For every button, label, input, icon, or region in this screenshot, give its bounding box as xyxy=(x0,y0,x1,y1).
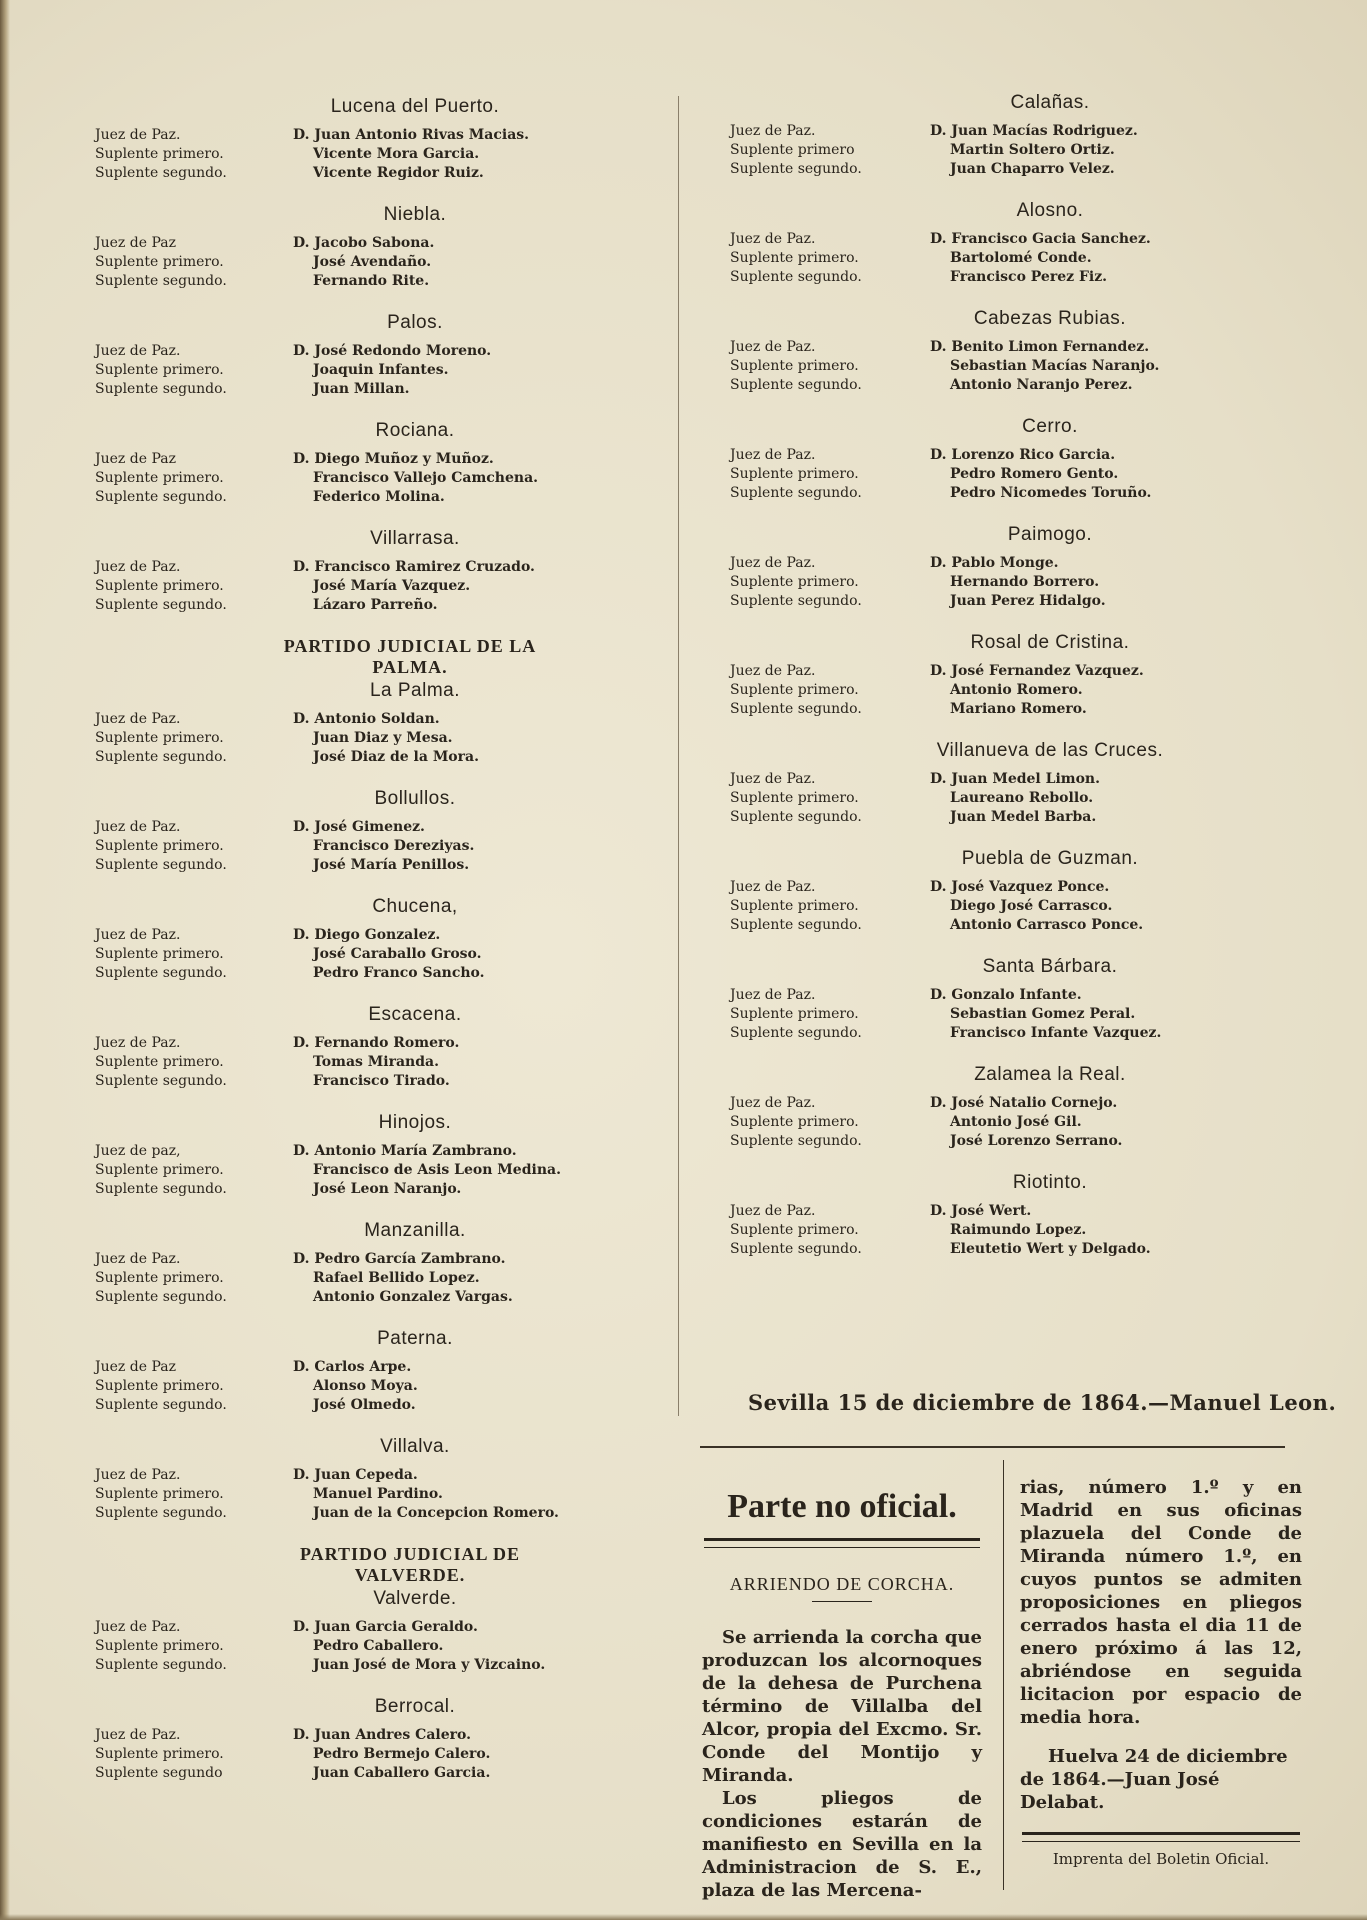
role-list xyxy=(730,662,930,719)
role-label: Suplente primero. xyxy=(95,946,224,962)
official-name: Hernando Borrero. xyxy=(950,574,1100,590)
official-name: D. José Redondo Moreno. xyxy=(293,343,492,359)
town-heading: Valverde. xyxy=(373,1588,457,1609)
left-column xyxy=(95,96,575,1804)
official-name: Raimundo Lopez. xyxy=(950,1222,1087,1238)
official-name: D. Juan Macías Rodriguez. xyxy=(930,123,1138,139)
official-name: José Caraballo Groso. xyxy=(313,946,482,962)
role-label: Suplente primero. xyxy=(95,1270,224,1286)
official-name: Diego José Carrasco. xyxy=(950,898,1113,914)
role-label: Suplente primero. xyxy=(95,1054,224,1070)
official-name: Juan Millan. xyxy=(313,381,410,397)
partido-heading: PARTIDO JUDICIAL DE LA PALMA. xyxy=(283,636,537,677)
notice-right-block xyxy=(1020,1476,1302,1868)
officials-entry xyxy=(95,1466,575,1523)
official-name: Manuel Pardino. xyxy=(313,1486,443,1502)
official-name: D. Pedro García Zambrano. xyxy=(293,1251,506,1267)
role-label: Suplente segundo. xyxy=(95,597,227,613)
role-label: Juez de Paz. xyxy=(730,879,816,895)
officials-entry xyxy=(95,126,575,183)
role-label: Juez de Paz xyxy=(95,235,176,251)
role-label: Suplente segundo. xyxy=(730,593,862,609)
name-list xyxy=(930,446,1290,503)
role-list xyxy=(95,710,293,767)
official-name: Joaquin Infantes. xyxy=(313,362,449,378)
official-name: José María Penillos. xyxy=(313,857,470,873)
notice-left-block xyxy=(702,1480,982,1902)
column-divider xyxy=(678,96,679,1416)
official-name: Francisco de Asis Leon Medina. xyxy=(313,1162,561,1178)
official-name: Laureano Rebollo. xyxy=(950,790,1094,806)
role-list xyxy=(730,770,930,827)
role-label: Juez de Paz. xyxy=(95,1727,181,1743)
role-label: Juez de Paz. xyxy=(95,1035,181,1051)
role-label: Suplente segundo. xyxy=(95,1505,227,1521)
official-name: D. Juan Garcia Geraldo. xyxy=(293,1619,478,1635)
notice-heading: ARRIENDO DE CORCHA. xyxy=(729,1574,955,1594)
role-label: Suplente segundo. xyxy=(730,1241,862,1257)
page-binding-edge xyxy=(0,0,10,1920)
name-list xyxy=(293,1618,575,1675)
official-name: D. Pablo Monge. xyxy=(930,555,1059,571)
official-name: D. Benito Limon Fernandez. xyxy=(930,339,1150,355)
town-heading: Villalva. xyxy=(380,1436,450,1457)
official-name: Mariano Romero. xyxy=(950,701,1087,717)
role-label: Suplente primero. xyxy=(730,682,859,698)
official-name: Antonio Romero. xyxy=(950,682,1083,698)
official-name: Martin Soltero Ortiz. xyxy=(950,142,1115,158)
role-label: Suplente segundo. xyxy=(95,1397,227,1413)
right-column xyxy=(730,92,1290,1280)
role-label: Juez de Paz. xyxy=(730,123,816,139)
official-name: D. José Gimenez. xyxy=(293,819,425,835)
notice-dateline: Huelva 24 de diciembre de 1864.—Juan José Delabat. xyxy=(1020,1746,1288,1813)
role-label: Juez de Paz. xyxy=(95,1467,181,1483)
town-heading: Escacena. xyxy=(368,1004,462,1025)
town-heading: Palos. xyxy=(387,312,443,333)
role-label: Juez de Paz. xyxy=(730,771,816,787)
printer-line: Imprenta del Boletin Oficial. xyxy=(1052,1850,1270,1868)
name-list xyxy=(293,1034,575,1091)
role-label: Juez de Paz. xyxy=(95,343,181,359)
town-heading: Hinojos. xyxy=(378,1112,452,1133)
officials-entry xyxy=(95,234,575,291)
name-list xyxy=(930,986,1290,1043)
footer-rule-thin xyxy=(1022,1841,1300,1842)
role-list xyxy=(95,234,293,291)
role-label: Suplente primero. xyxy=(95,1746,224,1762)
town-heading: Berrocal. xyxy=(374,1696,456,1717)
role-label: Juez de Paz xyxy=(95,451,176,467)
role-list xyxy=(95,1250,293,1307)
official-name: D. Juan Medel Limon. xyxy=(930,771,1100,787)
official-name: José María Vazquez. xyxy=(313,578,471,594)
notice-paragraph-2: Los pliegos de condiciones estarán de manifiesto en Sevilla en la Administracion de S. E., plaza de las Mercena- xyxy=(702,1788,982,1901)
notice-continuation: rias, número 1.º y en Madrid en sus oficinas plazuela del Conde de Miranda número 1.º, en cuyos puntos se admiten proposiciones en pliegos cerrados hasta el dia 11 de enero próximo á las 12, abriéndose en seguida licitacion por espacio de media hora. xyxy=(1020,1477,1302,1728)
town-heading: Villarrasa. xyxy=(370,528,460,549)
town-heading: Cabezas Rubias. xyxy=(973,308,1127,329)
role-label: Juez de Paz. xyxy=(95,819,181,835)
officials-entry xyxy=(95,1250,575,1307)
role-list xyxy=(730,122,930,179)
role-label: Juez de Paz. xyxy=(95,927,181,943)
town-heading: Manzanilla. xyxy=(364,1220,466,1241)
official-name: Bartolomé Conde. xyxy=(950,250,1092,266)
officials-entry xyxy=(95,1358,575,1415)
title-rule-thin xyxy=(704,1547,980,1548)
role-list xyxy=(95,450,293,507)
official-name: Pedro Romero Gento. xyxy=(950,466,1119,482)
official-name: Juan Chaparro Velez. xyxy=(950,161,1115,177)
officials-entry xyxy=(95,1142,575,1199)
officials-entry xyxy=(730,554,1290,611)
officials-entry xyxy=(730,446,1290,503)
role-label: Juez de Paz. xyxy=(730,231,816,247)
officials-entry xyxy=(95,710,575,767)
role-label: Juez de Paz. xyxy=(730,1203,816,1219)
role-label: Suplente primero. xyxy=(95,1486,224,1502)
name-list xyxy=(293,342,575,399)
official-name: Sebastian Macías Naranjo. xyxy=(950,358,1160,374)
official-name: D. Diego Muñoz y Muñoz. xyxy=(293,451,494,467)
official-name: D. Juan Andres Calero. xyxy=(293,1727,471,1743)
official-name: D. Antonio Soldan. xyxy=(293,711,440,727)
role-list xyxy=(95,342,293,399)
official-name: D. Francisco Gacia Sanchez. xyxy=(930,231,1151,247)
role-label: Juez de Paz xyxy=(95,1359,176,1375)
role-label: Suplente segundo. xyxy=(730,269,862,285)
official-name: D. Gonzalo Infante. xyxy=(930,987,1082,1003)
role-label: Suplente segundo. xyxy=(95,381,227,397)
official-name: D. Antonio María Zambrano. xyxy=(293,1143,517,1159)
official-name: D. Carlos Arpe. xyxy=(293,1359,412,1375)
official-name: Francisco Tirado. xyxy=(313,1073,450,1089)
role-label: Suplente segundo. xyxy=(95,749,227,765)
role-label: Suplente primero. xyxy=(95,578,224,594)
town-heading: Villanueva de las Cruces. xyxy=(936,740,1164,761)
role-label: Suplente primero. xyxy=(730,358,859,374)
town-heading: Alosno. xyxy=(1016,200,1084,221)
official-name: José Diaz de la Mora. xyxy=(313,749,479,765)
official-name: D. Lorenzo Rico Garcia. xyxy=(930,447,1116,463)
town-heading: Rosal de Cristina. xyxy=(970,632,1130,653)
role-label: Suplente segundo xyxy=(95,1765,223,1781)
town-heading: Niebla. xyxy=(383,204,447,225)
role-list xyxy=(730,1094,930,1151)
official-name: José Leon Naranjo. xyxy=(313,1181,462,1197)
role-list xyxy=(730,878,930,935)
role-label: Suplente segundo. xyxy=(730,1133,862,1149)
role-label: Juez de Paz. xyxy=(730,1095,816,1111)
name-list xyxy=(930,230,1290,287)
role-label: Suplente primero xyxy=(730,142,855,158)
role-label: Suplente segundo. xyxy=(730,917,862,933)
town-heading: Chucena, xyxy=(372,896,458,917)
role-label: Suplente primero. xyxy=(730,574,859,590)
role-list xyxy=(730,338,930,395)
role-label: Juez de Paz. xyxy=(95,1619,181,1635)
footer-rule-thick xyxy=(1022,1832,1300,1835)
role-label: Suplente primero. xyxy=(95,254,224,270)
official-name: Juan Perez Hidalgo. xyxy=(950,593,1106,609)
officials-entry xyxy=(730,662,1290,719)
town-heading: Paterna. xyxy=(377,1328,453,1349)
name-list xyxy=(930,1202,1290,1259)
role-list xyxy=(730,986,930,1043)
name-list xyxy=(293,450,575,507)
name-list xyxy=(930,122,1290,179)
name-list xyxy=(293,710,575,767)
official-name: D. Jacobo Sabona. xyxy=(293,235,435,251)
officials-entry xyxy=(730,770,1290,827)
official-name: Juan Medel Barba. xyxy=(950,809,1097,825)
official-name: D. Juan Antonio Rivas Macias. xyxy=(293,127,530,143)
role-label: Juez de Paz. xyxy=(730,555,816,571)
role-label: Juez de Paz. xyxy=(95,127,181,143)
role-label: Suplente primero. xyxy=(730,790,859,806)
role-label: Suplente primero. xyxy=(730,1114,859,1130)
role-list xyxy=(95,1034,293,1091)
role-label: Juez de Paz. xyxy=(95,1251,181,1267)
town-heading: Calañas. xyxy=(1010,92,1090,113)
town-heading: Puebla de Guzman. xyxy=(961,848,1139,869)
official-name: Pedro Nicomedes Toruño. xyxy=(950,485,1152,501)
role-label: Suplente segundo. xyxy=(730,161,862,177)
role-list xyxy=(730,554,930,611)
name-list xyxy=(293,1250,575,1307)
role-label: Suplente segundo. xyxy=(95,273,227,289)
official-name: Pedro Bermejo Calero. xyxy=(313,1746,491,1762)
name-list xyxy=(930,1094,1290,1151)
role-label: Suplente segundo. xyxy=(730,809,862,825)
role-list xyxy=(95,818,293,875)
name-list xyxy=(930,662,1290,719)
signature-line: Sevilla 15 de diciembre de 1864.—Manuel Leon. xyxy=(748,1390,1337,1415)
role-list xyxy=(95,1358,293,1415)
name-list xyxy=(293,926,575,983)
name-list xyxy=(930,338,1290,395)
role-label: Suplente primero. xyxy=(730,1006,859,1022)
official-name: D. Francisco Ramirez Cruzado. xyxy=(293,559,535,575)
notice-paragraph-1: Se arrienda la corcha que produzcan los alcornoques de la dehesa de Purchena término de Villalba del Alcor, propia del Excmo. Sr. Conde del Montijo y Miranda. xyxy=(702,1627,982,1786)
officials-entry xyxy=(95,342,575,399)
page-bottom-edge xyxy=(0,1914,1367,1920)
name-list xyxy=(930,554,1290,611)
role-list xyxy=(730,1202,930,1259)
town-heading: Zalamea la Real. xyxy=(974,1064,1126,1085)
role-label: Suplente primero. xyxy=(730,250,859,266)
official-name: Sebastian Gomez Peral. xyxy=(950,1006,1136,1022)
town-heading: Riotinto. xyxy=(1012,1172,1088,1193)
name-list xyxy=(930,770,1290,827)
officials-entry xyxy=(95,450,575,507)
official-name: D. José Natalio Cornejo. xyxy=(930,1095,1118,1111)
official-name: D. José Fernandez Vazquez. xyxy=(930,663,1144,679)
official-name: José Avendaño. xyxy=(313,254,432,270)
partido-heading: PARTIDO JUDICIAL DE VALVERDE. xyxy=(299,1544,521,1585)
official-name: Tomas Miranda. xyxy=(313,1054,439,1070)
official-name: D. José Vazquez Ponce. xyxy=(930,879,1110,895)
town-heading: Lucena del Puerto. xyxy=(330,96,500,117)
officials-entry xyxy=(95,1618,575,1675)
role-label: Suplente segundo. xyxy=(730,1025,862,1041)
role-label: Suplente segundo. xyxy=(95,965,227,981)
role-label: Suplente segundo. xyxy=(95,1289,227,1305)
town-heading: Bollullos. xyxy=(374,788,456,809)
role-list xyxy=(730,230,930,287)
section-title: Parte no oficial. xyxy=(727,1488,957,1525)
town-heading: Rociana. xyxy=(375,420,455,441)
role-label: Suplente primero. xyxy=(95,146,224,162)
official-name: Juan José de Mora y Vizcaino. xyxy=(313,1657,546,1673)
official-name: Antonio Naranjo Perez. xyxy=(950,377,1133,393)
role-label: Suplente primero. xyxy=(95,1162,224,1178)
official-name: José Lorenzo Serrano. xyxy=(950,1133,1123,1149)
official-name: Pedro Franco Sancho. xyxy=(313,965,485,981)
role-list xyxy=(95,126,293,183)
role-list xyxy=(95,1618,293,1675)
official-name: Vicente Regidor Ruiz. xyxy=(313,165,484,181)
role-label: Suplente primero. xyxy=(95,362,224,378)
role-label: Suplente primero. xyxy=(730,1222,859,1238)
town-heading: Santa Bárbara. xyxy=(982,956,1118,977)
name-list xyxy=(293,126,575,183)
official-name: Federico Molina. xyxy=(313,489,445,505)
town-heading: La Palma. xyxy=(369,680,461,701)
official-name: Lázaro Parreño. xyxy=(313,597,438,613)
role-label: Suplente segundo. xyxy=(95,1657,227,1673)
name-list xyxy=(930,878,1290,935)
name-list xyxy=(293,1358,575,1415)
official-name: D. Juan Cepeda. xyxy=(293,1467,418,1483)
official-name: D. Diego Gonzalez. xyxy=(293,927,441,943)
role-label: Juez de Paz. xyxy=(730,339,816,355)
role-label: Juez de paz, xyxy=(95,1143,181,1159)
heading-rule xyxy=(812,1601,872,1602)
officials-entry xyxy=(95,558,575,615)
officials-entry xyxy=(730,122,1290,179)
role-list xyxy=(95,558,293,615)
official-name: Alonso Moya. xyxy=(313,1378,418,1394)
official-name: Vicente Mora Garcia. xyxy=(313,146,480,162)
role-label: Suplente primero. xyxy=(95,838,224,854)
officials-entry xyxy=(95,1726,575,1783)
name-list xyxy=(293,234,575,291)
officials-entry xyxy=(730,338,1290,395)
role-list xyxy=(95,1142,293,1199)
name-list xyxy=(293,558,575,615)
official-name: Francisco Vallejo Camchena. xyxy=(313,470,539,486)
officials-entry xyxy=(730,1094,1290,1151)
section-rule xyxy=(700,1446,1285,1448)
role-label: Juez de Paz. xyxy=(730,447,816,463)
role-label: Suplente segundo. xyxy=(730,377,862,393)
role-label: Suplente primero. xyxy=(95,1378,224,1394)
role-label: Suplente segundo. xyxy=(730,485,862,501)
officials-entry xyxy=(95,818,575,875)
role-list xyxy=(95,1726,293,1783)
town-heading: Cerro. xyxy=(1022,416,1078,437)
name-list xyxy=(293,818,575,875)
name-list xyxy=(293,1466,575,1523)
town-heading: Paimogo. xyxy=(1007,524,1093,545)
role-list xyxy=(95,926,293,983)
role-label: Suplente segundo. xyxy=(95,489,227,505)
role-label: Juez de Paz. xyxy=(95,711,181,727)
official-name: Antonio Carrasco Ponce. xyxy=(950,917,1144,933)
title-rule-thick xyxy=(704,1538,980,1541)
official-name: D. Fernando Romero. xyxy=(293,1035,460,1051)
role-label: Suplente primero. xyxy=(730,466,859,482)
role-label: Suplente primero. xyxy=(95,470,224,486)
officials-entry xyxy=(730,230,1290,287)
role-label: Suplente segundo. xyxy=(95,165,227,181)
officials-entry xyxy=(730,986,1290,1043)
official-name: José Olmedo. xyxy=(313,1397,416,1413)
official-name: Francisco Perez Fiz. xyxy=(950,269,1108,285)
officials-entry xyxy=(95,926,575,983)
officials-entry xyxy=(730,878,1290,935)
role-label: Juez de Paz. xyxy=(730,987,816,1003)
role-list xyxy=(95,1466,293,1523)
official-name: Fernando Rite. xyxy=(313,273,430,289)
role-label: Juez de Paz. xyxy=(730,663,816,679)
official-name: Juan Diaz y Mesa. xyxy=(313,730,453,746)
official-name: Juan de la Concepcion Romero. xyxy=(313,1505,559,1521)
official-name: Antonio José Gil. xyxy=(950,1114,1082,1130)
official-name: Eleutetio Wert y Delgado. xyxy=(950,1241,1151,1257)
officials-entry xyxy=(95,1034,575,1091)
role-label: Suplente segundo. xyxy=(95,857,227,873)
notice-column-divider xyxy=(1003,1460,1004,1890)
official-name: Francisco Infante Vazquez. xyxy=(950,1025,1162,1041)
official-name: Francisco Dereziyas. xyxy=(313,838,475,854)
role-label: Suplente segundo. xyxy=(95,1181,227,1197)
name-list xyxy=(293,1142,575,1199)
official-name: Antonio Gonzalez Vargas. xyxy=(313,1289,513,1305)
role-label: Suplente primero. xyxy=(95,1638,224,1654)
role-label: Suplente primero. xyxy=(730,898,859,914)
role-label: Suplente segundo. xyxy=(730,701,862,717)
official-name: Juan Caballero Garcia. xyxy=(313,1765,491,1781)
official-name: Rafael Bellido Lopez. xyxy=(313,1270,480,1286)
role-label: Juez de Paz. xyxy=(95,559,181,575)
name-list xyxy=(293,1726,575,1783)
role-label: Suplente primero. xyxy=(95,730,224,746)
officials-entry xyxy=(730,1202,1290,1259)
official-name: D. José Wert. xyxy=(930,1203,1032,1219)
role-list xyxy=(730,446,930,503)
role-label: Suplente segundo. xyxy=(95,1073,227,1089)
official-name: Pedro Caballero. xyxy=(313,1638,444,1654)
